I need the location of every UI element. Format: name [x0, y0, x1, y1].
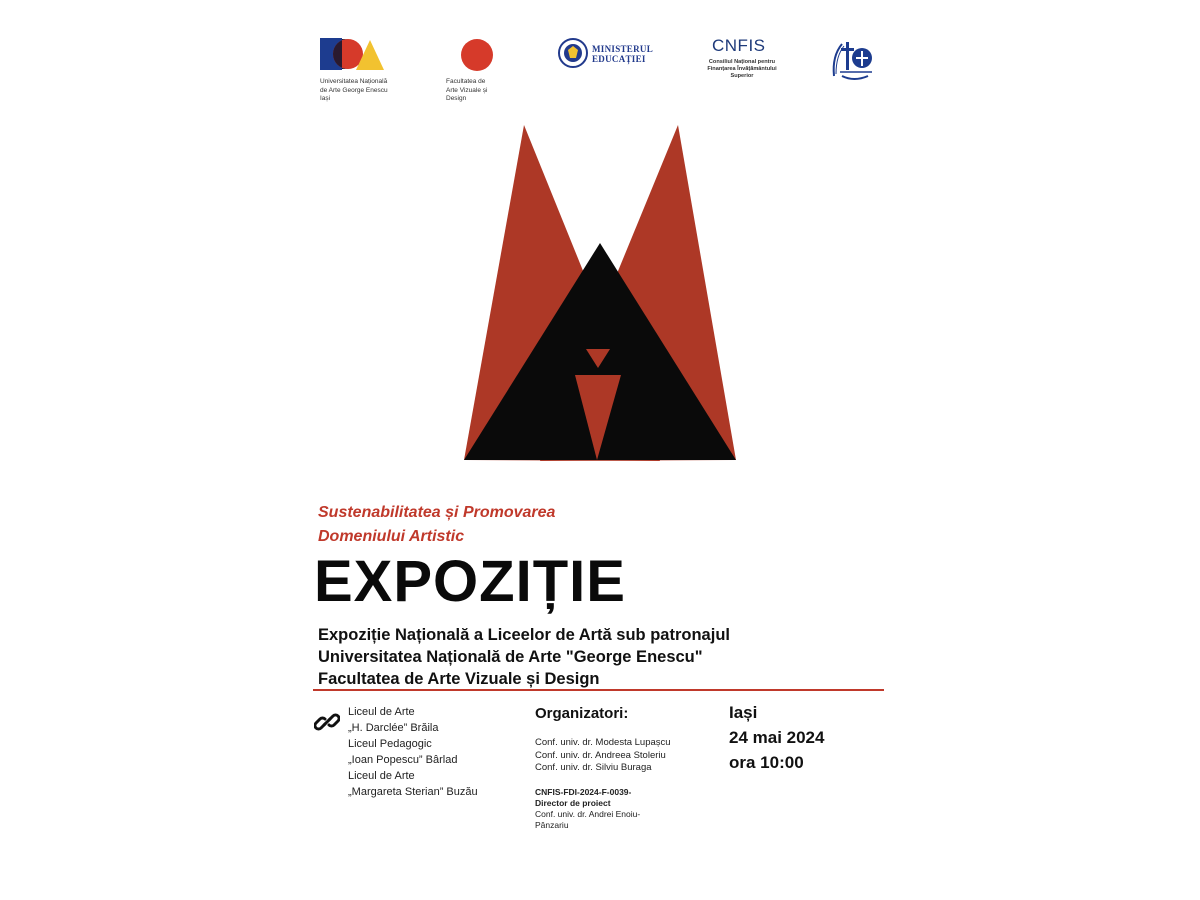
school-line: „H. Darclée” Brăila [348, 722, 439, 734]
faculty-logo-mark [460, 38, 494, 72]
event-time: ora 10:00 [729, 753, 804, 772]
event-city: Iași [729, 703, 758, 722]
project-code: CNFIS-FDI-2024-F-0039- [535, 787, 632, 797]
faculty-logo [446, 38, 516, 108]
ministry-emblem-icon [558, 38, 588, 68]
ministry-logo [558, 38, 658, 72]
school-line: Liceul de Arte [348, 706, 415, 718]
crest-icon [828, 36, 880, 84]
link-icon [314, 709, 340, 735]
exhibition-description [318, 624, 730, 690]
school-line: „Ioan Popescu” Bârlad [348, 754, 458, 766]
faculty-caption: Facultatea de Arte Vizuale și Design [446, 78, 488, 102]
school-crest-logo [828, 36, 880, 86]
organizer-name: Conf. univ. dr. Silviu Buraga [535, 762, 652, 773]
description-line2: Universitatea Națională de Arte "George Enescu" [318, 648, 703, 666]
school-line: „Margareta Sterian” Buzău [348, 786, 478, 798]
organizers-list [535, 737, 671, 775]
unage-logo [320, 38, 410, 108]
description-line3: Facultatea de Arte Vizuale și Design [318, 670, 600, 688]
ministry-line1: MINISTERUL [592, 44, 654, 54]
school-line: Liceul Pedagogic [348, 738, 432, 750]
exhibition-artwork [464, 125, 736, 461]
subtitle-line2: Domeniului Artistic [318, 528, 465, 545]
project-director-line1: Conf. univ. dr. Andrei Enoiu- [535, 809, 641, 819]
cnfis-title: CNFIS [712, 36, 766, 55]
school-line: Liceul de Arte [348, 770, 415, 782]
project-role: Director de proiect [535, 798, 611, 808]
project-info [535, 787, 640, 831]
cnfis-subtitle: Consiliul Național pentru Finanțarea Învățământului Superior [707, 59, 777, 79]
cnfis-logo [692, 36, 792, 86]
ministry-line2: EDUCAȚIEI [592, 54, 646, 64]
project-subtitle [318, 501, 555, 549]
divider-rule [313, 689, 884, 691]
subtitle-line1: Sustenabilitatea și Promovarea [318, 504, 556, 521]
page-title: EXPOZIȚIE [314, 549, 626, 614]
event-date: 24 mai 2024 [729, 728, 825, 747]
unage-logo-mark [320, 38, 386, 70]
organizers-heading: Organizatori: [535, 705, 629, 722]
participating-schools [348, 704, 478, 800]
description-line1: Expoziție Națională a Liceelor de Artă sub patronajul [318, 626, 730, 644]
event-details [729, 700, 824, 775]
organizer-name: Conf. univ. dr. Andreea Stoleriu [535, 749, 666, 761]
unage-caption: Universitatea Națională de Arte George Enescu Iași [320, 78, 388, 102]
organizer-name: Conf. univ. dr. Modesta Lupașcu [535, 737, 671, 748]
project-director-line2: Pânzariu [535, 820, 569, 830]
